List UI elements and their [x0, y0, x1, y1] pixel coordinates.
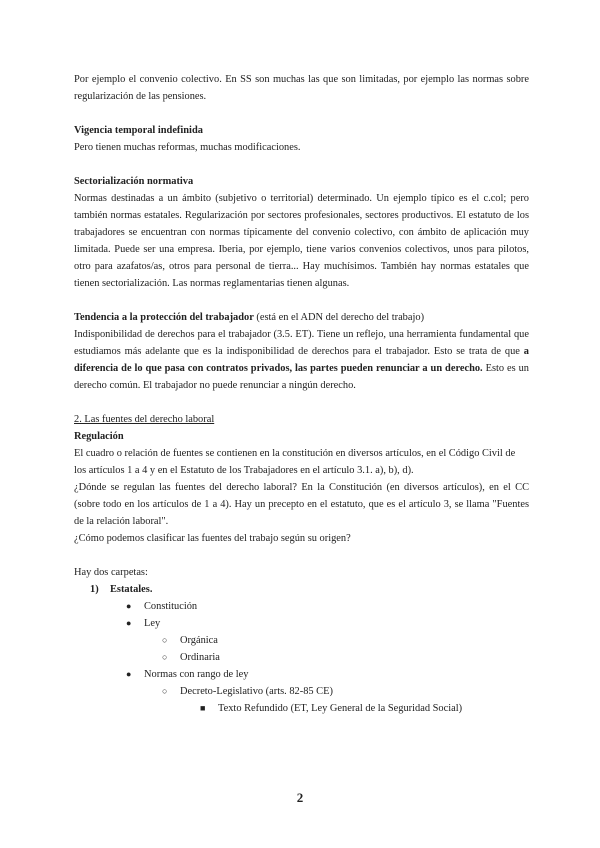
- list-item-rango-ley: [126, 666, 529, 683]
- paragraph-intro: Por ejemplo el convenio colectivo. En SS son muchas las que son limitadas, por ejemplo las normas sobre regularización de las pensiones.: [74, 74, 529, 102]
- tendencia-text-b: Esto es un derecho común. El trabajador no puede renunciar a ningún derecho.: [74, 363, 530, 391]
- carpetas-intro: Hay dos carpetas:: [74, 567, 148, 578]
- list-item-label: Normas con rango de ley: [144, 669, 249, 680]
- document-page: [74, 71, 529, 717]
- list-item-label: Decreto-Legislativo (arts. 82-85 CE): [180, 686, 333, 697]
- list-item-label: Constitución: [144, 601, 198, 612]
- tendencia-text-bold: a diferencia de lo que pasa con contratos privados, las partes pueden renunciar a un derecho.: [74, 346, 529, 374]
- heading-tendencia-note: (está en el ADN del derecho del trabajo): [253, 312, 425, 323]
- list-item-estatales: [90, 581, 529, 598]
- disc-bullet-icon: ●: [126, 618, 132, 628]
- list-item-organica: [162, 632, 529, 649]
- disc-bullet-icon: ●: [126, 601, 132, 611]
- heading-tendencia-line: [74, 309, 529, 326]
- list-item-decreto-legislativo: [162, 683, 529, 700]
- list-item-texto-refundido: [200, 700, 529, 717]
- paragraph-tendencia: [74, 326, 529, 394]
- paragraph-sectorializacion: Normas destinadas a un ámbito (subjetivo o territorial) determinado. Un ejemplo típico es el c.col; pero también normas estatales. Regularización por sectores profesionales, sectores productivos. El estatuto de los trabajadores se encuentran con normas típicamente del convenio colectivo, con ámbito de aplicación muy limitada. Puede ser una empresa. Iberia, por ejemplo, tiene varios convenios colectivos, unos para pilotos, otro para azafatos/as, otros para personal de tierra... Hay muchísimos. También hay normas estatales que tienen sectorialización. Las normas reglamentarias tienen algunas.: [74, 193, 529, 289]
- list-item-label: Orgánica: [180, 635, 218, 646]
- page-number: 2: [296, 790, 304, 805]
- circle-bullet-icon: ○: [162, 635, 168, 645]
- paragraph-regulacion-3: ¿Cómo podemos clasificar las fuentes del trabajo según su origen?: [74, 533, 351, 544]
- heading-sectorializacion: Sectorialización normativa: [74, 176, 194, 187]
- paragraph-regulacion-2: ¿Dónde se regulan las fuentes del derecho laboral? En la Constitución (en diversos artículos), en el CC (sobre todo en los artículos de 1 a 4). Hay un precepto en el estatuto, que es el artículo 3, se llama "Fuentes de la relación laboral".: [74, 482, 529, 527]
- paragraph-vigencia: Pero tienen muchas reformas, muchas modificaciones.: [74, 142, 301, 153]
- heading-vigencia: Vigencia temporal indefinida: [74, 125, 203, 136]
- heading-regulacion: Regulación: [74, 431, 124, 442]
- tendencia-text-a: Indisponibilidad de derechos para el trabajador (3.5. ET). Tiene un reflejo, una herramienta fundamental que estudiamos más adelante que es la indisponibilidad de derechos para el trabajador. Esto se trata de que: [74, 329, 529, 357]
- heading-tendencia: Tendencia a la protección del trabajador: [74, 312, 254, 323]
- list-item-constitucion: [126, 598, 529, 615]
- disc-bullet-icon: ●: [126, 669, 132, 679]
- list-item-ley: [126, 615, 529, 632]
- circle-bullet-icon: ○: [162, 686, 168, 696]
- list-item-label: Ley: [144, 618, 161, 629]
- list-item-label: Estatales.: [110, 584, 153, 595]
- list-item-label: Ordinaria: [180, 652, 220, 663]
- list-number: 1): [90, 584, 99, 595]
- list-item-label: Texto Refundido (ET, Ley General de la Seguridad Social): [218, 703, 463, 714]
- paragraph-regulacion-1: El cuadro o relación de fuentes se contienen en la constitución en diversos artículos, en el Código Civil de los artículos 1 a 4 y en el Estatuto de los Trabajadores en el artículo 3.1. a), b), d).: [74, 448, 516, 476]
- list-item-ordinaria: [162, 649, 529, 666]
- circle-bullet-icon: ○: [162, 652, 168, 662]
- square-bullet-icon: ■: [200, 703, 206, 713]
- section-title-fuentes: 2. Las fuentes del derecho laboral: [74, 414, 215, 425]
